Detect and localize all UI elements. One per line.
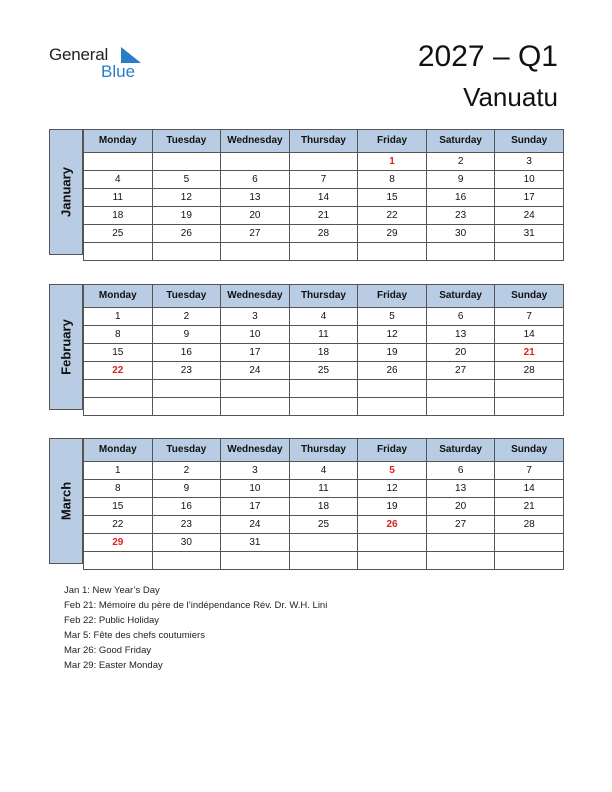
day-cell: 10	[221, 480, 290, 498]
day-cell: 22	[84, 516, 153, 534]
day-cell: 20	[221, 207, 290, 225]
day-cell: 17	[495, 189, 564, 207]
day-cell: 14	[289, 189, 358, 207]
day-cell: 9	[152, 326, 221, 344]
day-cell: 7	[495, 462, 564, 480]
day-cell: 5	[358, 462, 427, 480]
day-cell: 29	[84, 534, 153, 552]
holiday-note: Mar 26: Good Friday	[64, 645, 152, 656]
day-cell: 20	[426, 344, 495, 362]
day-cell: 22	[358, 207, 427, 225]
day-cell: 19	[358, 344, 427, 362]
month-block-0	[49, 129, 564, 255]
day-cell: 16	[152, 344, 221, 362]
day-cell: 13	[221, 189, 290, 207]
day-cell: 3	[221, 462, 290, 480]
weekday-header: Thursday	[289, 130, 358, 153]
weekday-header: Sunday	[495, 285, 564, 308]
day-cell	[84, 153, 153, 171]
month-name: March	[58, 481, 74, 521]
day-cell	[221, 153, 290, 171]
day-cell	[289, 398, 358, 416]
day-cell: 2	[152, 462, 221, 480]
day-cell	[358, 380, 427, 398]
day-cell: 25	[289, 516, 358, 534]
holiday-note: Mar 29: Easter Monday	[64, 660, 163, 671]
day-cell: 8	[84, 326, 153, 344]
day-cell: 15	[358, 189, 427, 207]
generalblue-logo	[49, 44, 159, 84]
day-cell	[358, 398, 427, 416]
weekday-header: Saturday	[426, 285, 495, 308]
week-row	[84, 480, 564, 498]
holiday-note: Feb 21: Mémoire du père de l’indépendance Rév. Dr. W.H. Lini	[64, 600, 328, 611]
weekday-header: Wednesday	[221, 439, 290, 462]
week-row	[84, 552, 564, 570]
day-cell: 30	[426, 225, 495, 243]
day-cell: 29	[358, 225, 427, 243]
day-cell: 26	[358, 516, 427, 534]
day-cell: 3	[221, 308, 290, 326]
day-cell: 16	[152, 498, 221, 516]
day-cell	[495, 552, 564, 570]
day-cell	[221, 552, 290, 570]
day-cell: 9	[426, 171, 495, 189]
logo-triangle-icon	[121, 47, 141, 63]
page-title: 2027 – Q1	[417, 40, 558, 73]
day-cell: 8	[84, 480, 153, 498]
day-cell: 1	[84, 308, 153, 326]
weekday-header: Monday	[84, 130, 153, 153]
day-cell: 21	[495, 498, 564, 516]
month-name: January	[58, 167, 74, 217]
weekday-header: Sunday	[495, 439, 564, 462]
day-cell: 28	[289, 225, 358, 243]
day-cell: 30	[152, 534, 221, 552]
day-cell	[152, 552, 221, 570]
weekday-header: Wednesday	[221, 285, 290, 308]
weekday-header: Friday	[358, 285, 427, 308]
day-cell: 21	[495, 344, 564, 362]
weekday-header: Sunday	[495, 130, 564, 153]
day-cell: 3	[495, 153, 564, 171]
week-row	[84, 171, 564, 189]
day-cell: 11	[289, 480, 358, 498]
day-cell: 19	[152, 207, 221, 225]
day-cell	[495, 380, 564, 398]
day-cell	[84, 552, 153, 570]
day-cell: 12	[358, 326, 427, 344]
day-cell: 11	[289, 326, 358, 344]
day-cell: 1	[84, 462, 153, 480]
country-subtitle: Vanuatu	[463, 82, 558, 112]
day-cell: 28	[495, 362, 564, 380]
day-cell: 21	[289, 207, 358, 225]
day-cell: 4	[84, 171, 153, 189]
weekday-header: Saturday	[426, 439, 495, 462]
day-cell: 23	[152, 362, 221, 380]
day-cell	[426, 552, 495, 570]
day-cell: 5	[358, 308, 427, 326]
month-label	[49, 129, 83, 255]
day-cell: 19	[358, 498, 427, 516]
day-cell	[152, 243, 221, 261]
day-cell: 26	[152, 225, 221, 243]
day-cell: 4	[289, 462, 358, 480]
month-calendar-table	[83, 129, 564, 261]
day-cell	[426, 243, 495, 261]
week-row	[84, 243, 564, 261]
day-cell	[221, 398, 290, 416]
day-cell: 2	[152, 308, 221, 326]
week-row	[84, 398, 564, 416]
day-cell	[152, 398, 221, 416]
month-calendar-table	[83, 438, 564, 570]
day-cell: 5	[152, 171, 221, 189]
day-cell: 10	[495, 171, 564, 189]
weekday-header: Thursday	[289, 439, 358, 462]
month-name: February	[58, 319, 74, 375]
week-row	[84, 308, 564, 326]
day-cell: 7	[289, 171, 358, 189]
day-cell	[426, 380, 495, 398]
day-cell: 15	[84, 498, 153, 516]
weekday-header: Tuesday	[152, 439, 221, 462]
day-cell: 6	[221, 171, 290, 189]
holiday-notes	[64, 583, 327, 673]
week-row	[84, 344, 564, 362]
day-cell	[289, 153, 358, 171]
day-cell: 1	[358, 153, 427, 171]
week-row	[84, 462, 564, 480]
month-label	[49, 284, 83, 410]
day-cell: 22	[84, 362, 153, 380]
weekday-header: Thursday	[289, 285, 358, 308]
day-cell	[426, 398, 495, 416]
weekday-header: Monday	[84, 285, 153, 308]
day-cell: 15	[84, 344, 153, 362]
month-block-1	[49, 284, 564, 410]
day-cell: 24	[221, 362, 290, 380]
day-cell	[495, 398, 564, 416]
week-row	[84, 498, 564, 516]
day-cell	[84, 398, 153, 416]
day-cell: 6	[426, 308, 495, 326]
day-cell: 13	[426, 480, 495, 498]
holiday-note: Mar 5: Fête des chefs coutumiers	[64, 630, 205, 641]
day-cell: 24	[221, 516, 290, 534]
day-cell: 24	[495, 207, 564, 225]
day-cell: 18	[84, 207, 153, 225]
day-cell: 8	[358, 171, 427, 189]
day-cell	[289, 243, 358, 261]
week-row	[84, 189, 564, 207]
day-cell	[358, 552, 427, 570]
day-cell: 25	[84, 225, 153, 243]
weekday-header: Friday	[358, 130, 427, 153]
weekday-header: Friday	[358, 439, 427, 462]
weekday-header: Tuesday	[152, 130, 221, 153]
day-cell: 4	[289, 308, 358, 326]
day-cell: 12	[358, 480, 427, 498]
week-row	[84, 362, 564, 380]
logo-text-blue: Blue	[101, 62, 136, 81]
weekday-header: Tuesday	[152, 285, 221, 308]
day-cell: 14	[495, 326, 564, 344]
day-cell	[289, 552, 358, 570]
week-row	[84, 534, 564, 552]
day-cell: 2	[426, 153, 495, 171]
week-row	[84, 326, 564, 344]
day-cell	[358, 243, 427, 261]
weekday-header-row	[84, 130, 564, 153]
day-cell: 27	[221, 225, 290, 243]
day-cell: 16	[426, 189, 495, 207]
week-row	[84, 153, 564, 171]
day-cell	[221, 243, 290, 261]
day-cell	[289, 534, 358, 552]
logo-text-general: General	[49, 45, 109, 64]
day-cell: 28	[495, 516, 564, 534]
day-cell: 6	[426, 462, 495, 480]
day-cell: 9	[152, 480, 221, 498]
day-cell: 31	[221, 534, 290, 552]
day-cell: 14	[495, 480, 564, 498]
weekday-header: Monday	[84, 439, 153, 462]
day-cell: 17	[221, 498, 290, 516]
weekday-header: Wednesday	[221, 130, 290, 153]
day-cell: 20	[426, 498, 495, 516]
day-cell	[152, 153, 221, 171]
week-row	[84, 516, 564, 534]
day-cell	[84, 243, 153, 261]
weekday-header-row	[84, 439, 564, 462]
day-cell: 18	[289, 498, 358, 516]
day-cell: 13	[426, 326, 495, 344]
day-cell	[84, 380, 153, 398]
day-cell: 27	[426, 516, 495, 534]
day-cell	[426, 534, 495, 552]
day-cell: 10	[221, 326, 290, 344]
day-cell: 7	[495, 308, 564, 326]
day-cell: 26	[358, 362, 427, 380]
day-cell: 27	[426, 362, 495, 380]
day-cell	[289, 380, 358, 398]
day-cell: 17	[221, 344, 290, 362]
day-cell: 25	[289, 362, 358, 380]
week-row	[84, 225, 564, 243]
day-cell	[495, 534, 564, 552]
day-cell: 11	[84, 189, 153, 207]
day-cell: 23	[426, 207, 495, 225]
day-cell: 23	[152, 516, 221, 534]
day-cell	[358, 534, 427, 552]
week-row	[84, 380, 564, 398]
month-block-2	[49, 438, 564, 564]
holiday-note: Jan 1: New Year’s Day	[64, 585, 160, 596]
day-cell	[495, 243, 564, 261]
weekday-header-row	[84, 285, 564, 308]
day-cell	[221, 380, 290, 398]
weekday-header: Saturday	[426, 130, 495, 153]
week-row	[84, 207, 564, 225]
holiday-note: Feb 22: Public Holiday	[64, 615, 160, 626]
day-cell	[152, 380, 221, 398]
month-calendar-table	[83, 284, 564, 416]
month-label	[49, 438, 83, 564]
day-cell: 12	[152, 189, 221, 207]
day-cell: 18	[289, 344, 358, 362]
day-cell: 31	[495, 225, 564, 243]
